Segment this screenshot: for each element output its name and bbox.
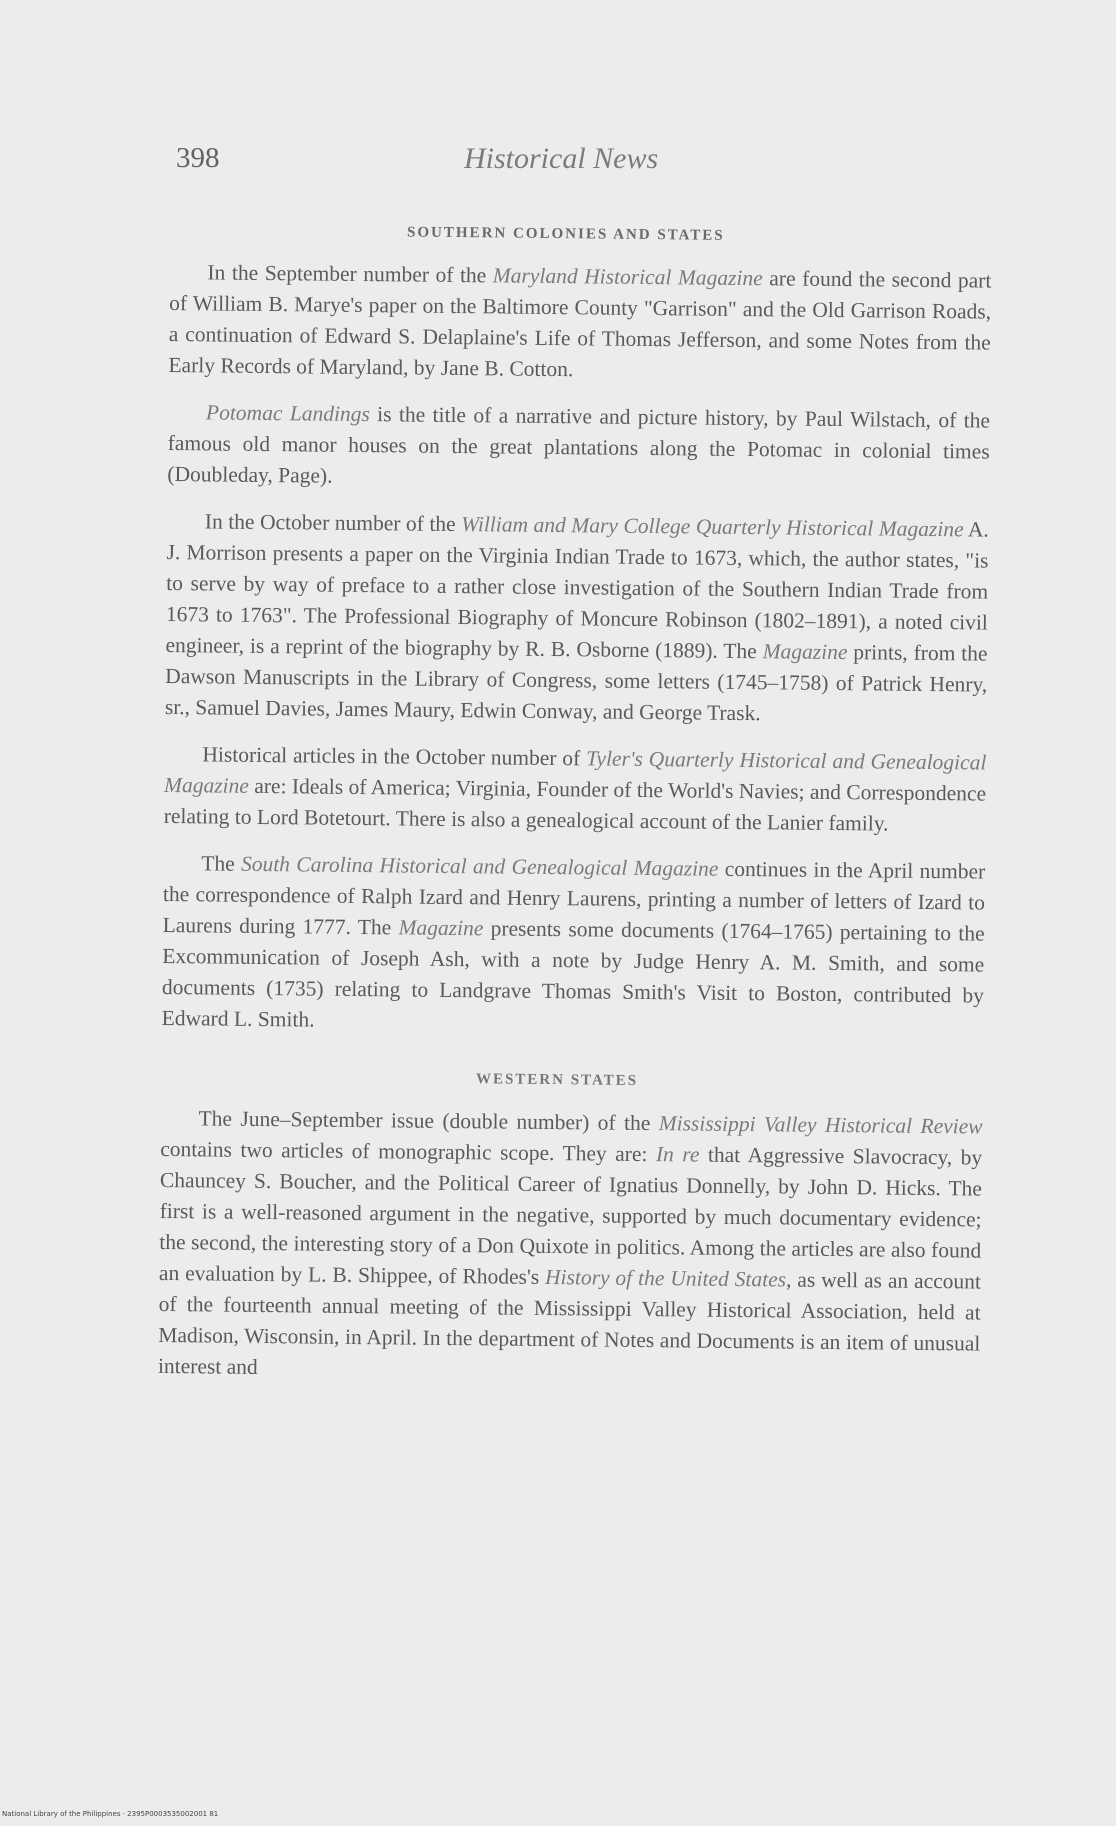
text-run: presents some documents (1764–1765) pertaining to the Excommunication of Joseph Ash, with a note by Judge Henry A. M. Smith, and some documents (1735) relating to Landgrave Thomas Smith's Visit to Boston, contributed by Edward L. Smith. (161, 916, 985, 1032)
paragraph-maryland (168, 257, 991, 390)
journal-title: William and Mary College Quarterly Historical Magazine (461, 512, 964, 542)
book-title: Potomac Landings (205, 400, 370, 427)
paragraph-potomac (167, 397, 990, 499)
text-run: that Aggressive Slavocracy, by Chauncey S. Boucher, and the Political Career of Ignatius Donnelly, by John D. Hicks. The first is a well-reasoned argument in the negative, supported by much documentary evidence; the second, the interesting story of a Don Quixote in politics. Among the articles are also found an evaluation by L. B. Shippee, of Rhodes's (158, 1142, 983, 1289)
journal-title: Magazine (762, 639, 848, 665)
journal-title: South Carolina Historical and Genealogical Magazine (240, 851, 719, 881)
journal-title: Maryland Historical Magazine (492, 263, 763, 291)
text-run: In the September number of the (207, 260, 493, 288)
journal-title: Magazine (398, 915, 484, 941)
paragraph-william-and-mary (165, 506, 989, 732)
text-run: Historical articles in the October number of (202, 742, 587, 771)
text-run: In the October number of the (204, 509, 462, 537)
text-run: are found the second part of William B. Marye's paper on the Baltimore County "Garrison" and the Old Garrison Roads, a continuation of Edward S. Delaplaine's Life of Thomas Jefferson, and some Notes from the Early Records of Maryland, by Jane B. Cotton. (168, 266, 992, 382)
text-run: are: Ideals of America; Virginia, Founder of the World's Navies; and Correspondence relating to Lord Botetourt. There is also a genealogical account of the Lanier family. (163, 773, 987, 836)
paragraph-tylers (164, 739, 987, 841)
section-heading-southern: SOUTHERN COLONIES AND STATES (407, 224, 725, 244)
text-run: prints, from the Dawson Manuscripts in the Library of Congress, some letters (1745–1758) of Patrick Henry, sr., Samuel Davies, James Maury, Edwin Conway, and George Trask. (164, 640, 988, 726)
scan-footer: National Library of the Philippines · 2395P0003535002001 81 (2, 1810, 219, 1818)
article-body (158, 222, 992, 1407)
text-run: is the title of a narrative and picture history, by Paul Wilstach, of the famous old manor houses on the great plantations along the Potomac in colonial times (Doubleday, Page). (167, 402, 991, 488)
text-run: , as well as an account of the fourteenth annual meeting of the Mississippi Valley Historical Association, held at Madison, Wisconsin, in April. In the department of Notes and Documents is an item of unusual interest and (157, 1267, 982, 1379)
text-run: The (201, 851, 242, 876)
book-title: History of the United States (544, 1264, 787, 1292)
latin-phrase: In re (655, 1142, 700, 1167)
running-head (176, 142, 996, 182)
running-title: Historical News (464, 142, 659, 175)
page-number: 398 (176, 142, 220, 174)
journal-title: Mississippi Valley Historical Review (658, 1111, 983, 1139)
text-run: contains two articles of monographic scope. They are: (160, 1136, 657, 1167)
text-run: continues in the April number the correspondence of Ralph Izard and Henry Laurens, printing a number of letters of Izard to Laurens during 1777. The (162, 856, 986, 940)
journal-title: Tyler's Quarterly Historical and Genealogical Magazine (163, 746, 987, 798)
text-run: A. J. Morrison presents a paper on the Virginia Indian Trade to 1673, which, the author states, "is to serve by way of preface to a rather close investigation of the Southern Indian Trade from 1673 to 1763". The Professional Biography of Moncure Robinson (1802–1891), a noted civil engineer, is a reprint of the biography by R. B. Osborne (1889). The (165, 517, 989, 664)
paragraph-south-carolina (161, 848, 985, 1043)
text-run: The June–September issue (double number) of the (198, 1106, 659, 1136)
paragraph-mississippi-valley (158, 1103, 983, 1391)
section-heading-western: WESTERN STATES (475, 1071, 639, 1089)
